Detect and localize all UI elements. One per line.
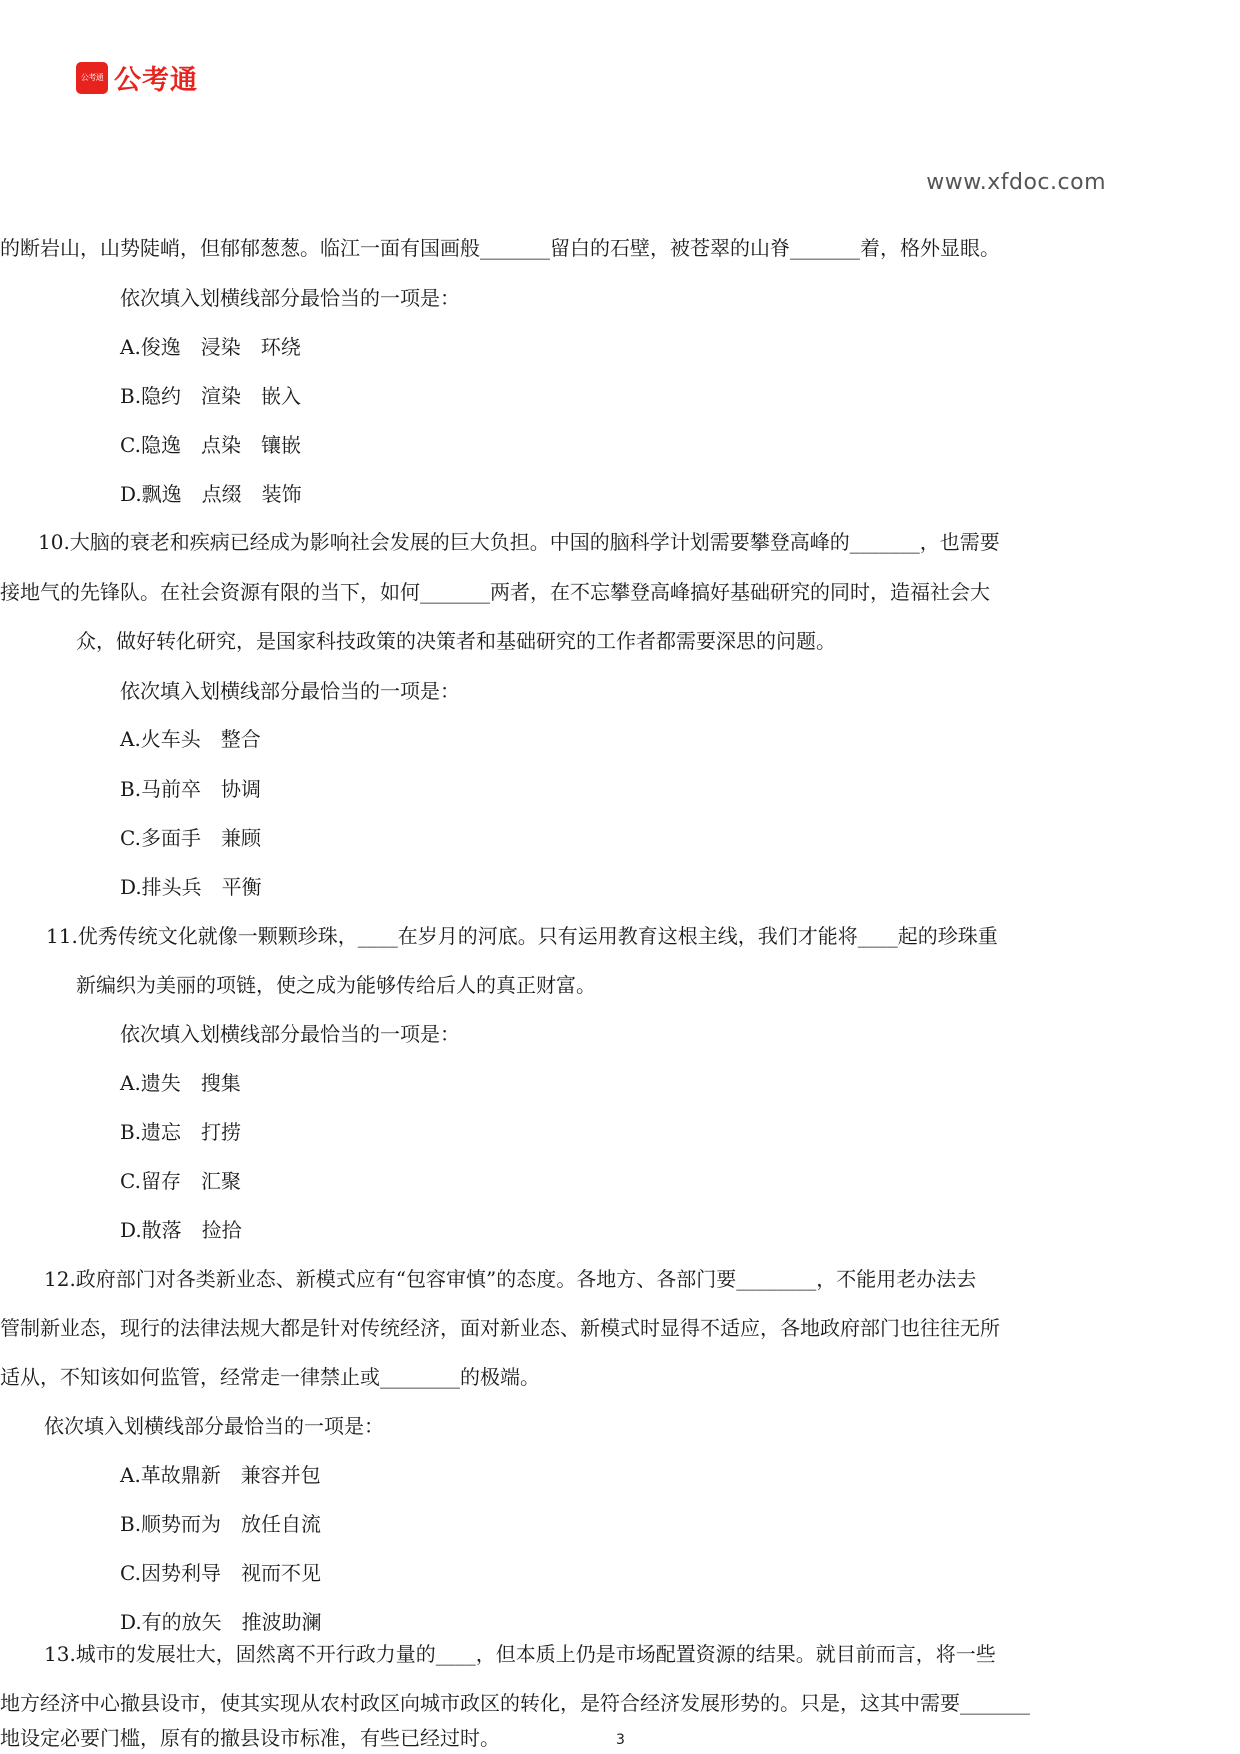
paragraph-line: 众，做好转化研究，是国家科技政策的决策者和基础研究的工作者都需要深思的问题。 (76, 629, 836, 653)
paragraph-line: 的断岩山，山势陡峭，但郁郁葱葱。临江一面有国画般_______留白的石壁，被苍翠的山脊_______着，格外显眼。 (0, 236, 1000, 260)
question-line: 10.大脑的衰老和疾病已经成为影响社会发展的巨大负担。中国的脑科学计划需要攀登高峰的_______，也需要 (38, 530, 1000, 554)
page-number: 3 (616, 1732, 625, 1748)
option-line: B.顺势而为 放任自流 (120, 1512, 322, 1536)
paragraph-line: 地设定必要门槛，原有的撤县设市标准，有些已经过时。 (0, 1726, 500, 1750)
question-line: 13.城市的发展壮大，固然离不开行政力量的____，但本质上仍是市场配置资源的结果。就目前而言，将一些 (44, 1642, 996, 1666)
option-line: A.革故鼎新 兼容并包 (120, 1463, 321, 1487)
option-line: C.隐逸 点染 镶嵌 (120, 433, 301, 457)
option-line: A.俊逸 浸染 环绕 (120, 335, 301, 359)
option-line: C.多面手 兼顾 (120, 826, 261, 850)
paragraph-line: 新编织为美丽的项链，使之成为能够传给后人的真正财富。 (76, 973, 596, 997)
logo (76, 58, 198, 97)
option-line: A.火车头 整合 (120, 727, 261, 751)
option-line: B.隐约 渲染 嵌入 (120, 384, 302, 408)
question-line: 12.政府部门对各类新业态、新模式应有“包容审慎”的态度。各地方、各部门要________，不能用老办法去 (44, 1267, 977, 1291)
question-prompt: 依次填入划横线部分最恰当的一项是： (120, 679, 460, 703)
question-line: 11.优秀传统文化就像一颗颗珍珠，____在岁月的河底。只有运用教育这根主线，我们才能将____起的珍珠重 (46, 924, 998, 948)
site-url: www.xfdoc.com (926, 170, 1106, 195)
logo-badge-icon: 公考通 (76, 62, 108, 94)
paragraph-line: 地方经济中心撤县设市，使其实现从农村政区向城市政区的转化，是符合经济发展形势的。只是，这其中需要_______ (0, 1691, 1030, 1715)
question-prompt: 依次填入划横线部分最恰当的一项是： (44, 1414, 384, 1438)
option-line: C.因势利导 视而不见 (120, 1561, 321, 1585)
question-prompt: 依次填入划横线部分最恰当的一项是： (120, 286, 460, 310)
paragraph-line: 接地气的先锋队。在社会资源有限的当下，如何_______两者，在不忘攀登高峰搞好基础研究的同时，造福社会大 (0, 580, 990, 604)
option-line: D.排头兵 平衡 (120, 875, 262, 899)
option-line: A.遗失 搜集 (120, 1071, 241, 1095)
paragraph-line: 适从，不知该如何监管，经常走一律禁止或________的极端。 (0, 1365, 540, 1389)
logo-text: 公考通 (114, 65, 198, 96)
option-line: D.有的放矢 推波助澜 (120, 1610, 322, 1634)
question-prompt: 依次填入划横线部分最恰当的一项是： (120, 1022, 460, 1046)
option-line: B.马前卒 协调 (120, 777, 262, 801)
option-line: D.飘逸 点缀 装饰 (120, 482, 302, 506)
paragraph-line: 管制新业态，现行的法律法规大都是针对传统经济，面对新业态、新模式时显得不适应，各地政府部门也往往无所 (0, 1316, 1000, 1340)
option-line: B.遗忘 打捞 (120, 1120, 242, 1144)
option-line: D.散落 捡拾 (120, 1218, 242, 1242)
option-line: C.留存 汇聚 (120, 1169, 241, 1193)
